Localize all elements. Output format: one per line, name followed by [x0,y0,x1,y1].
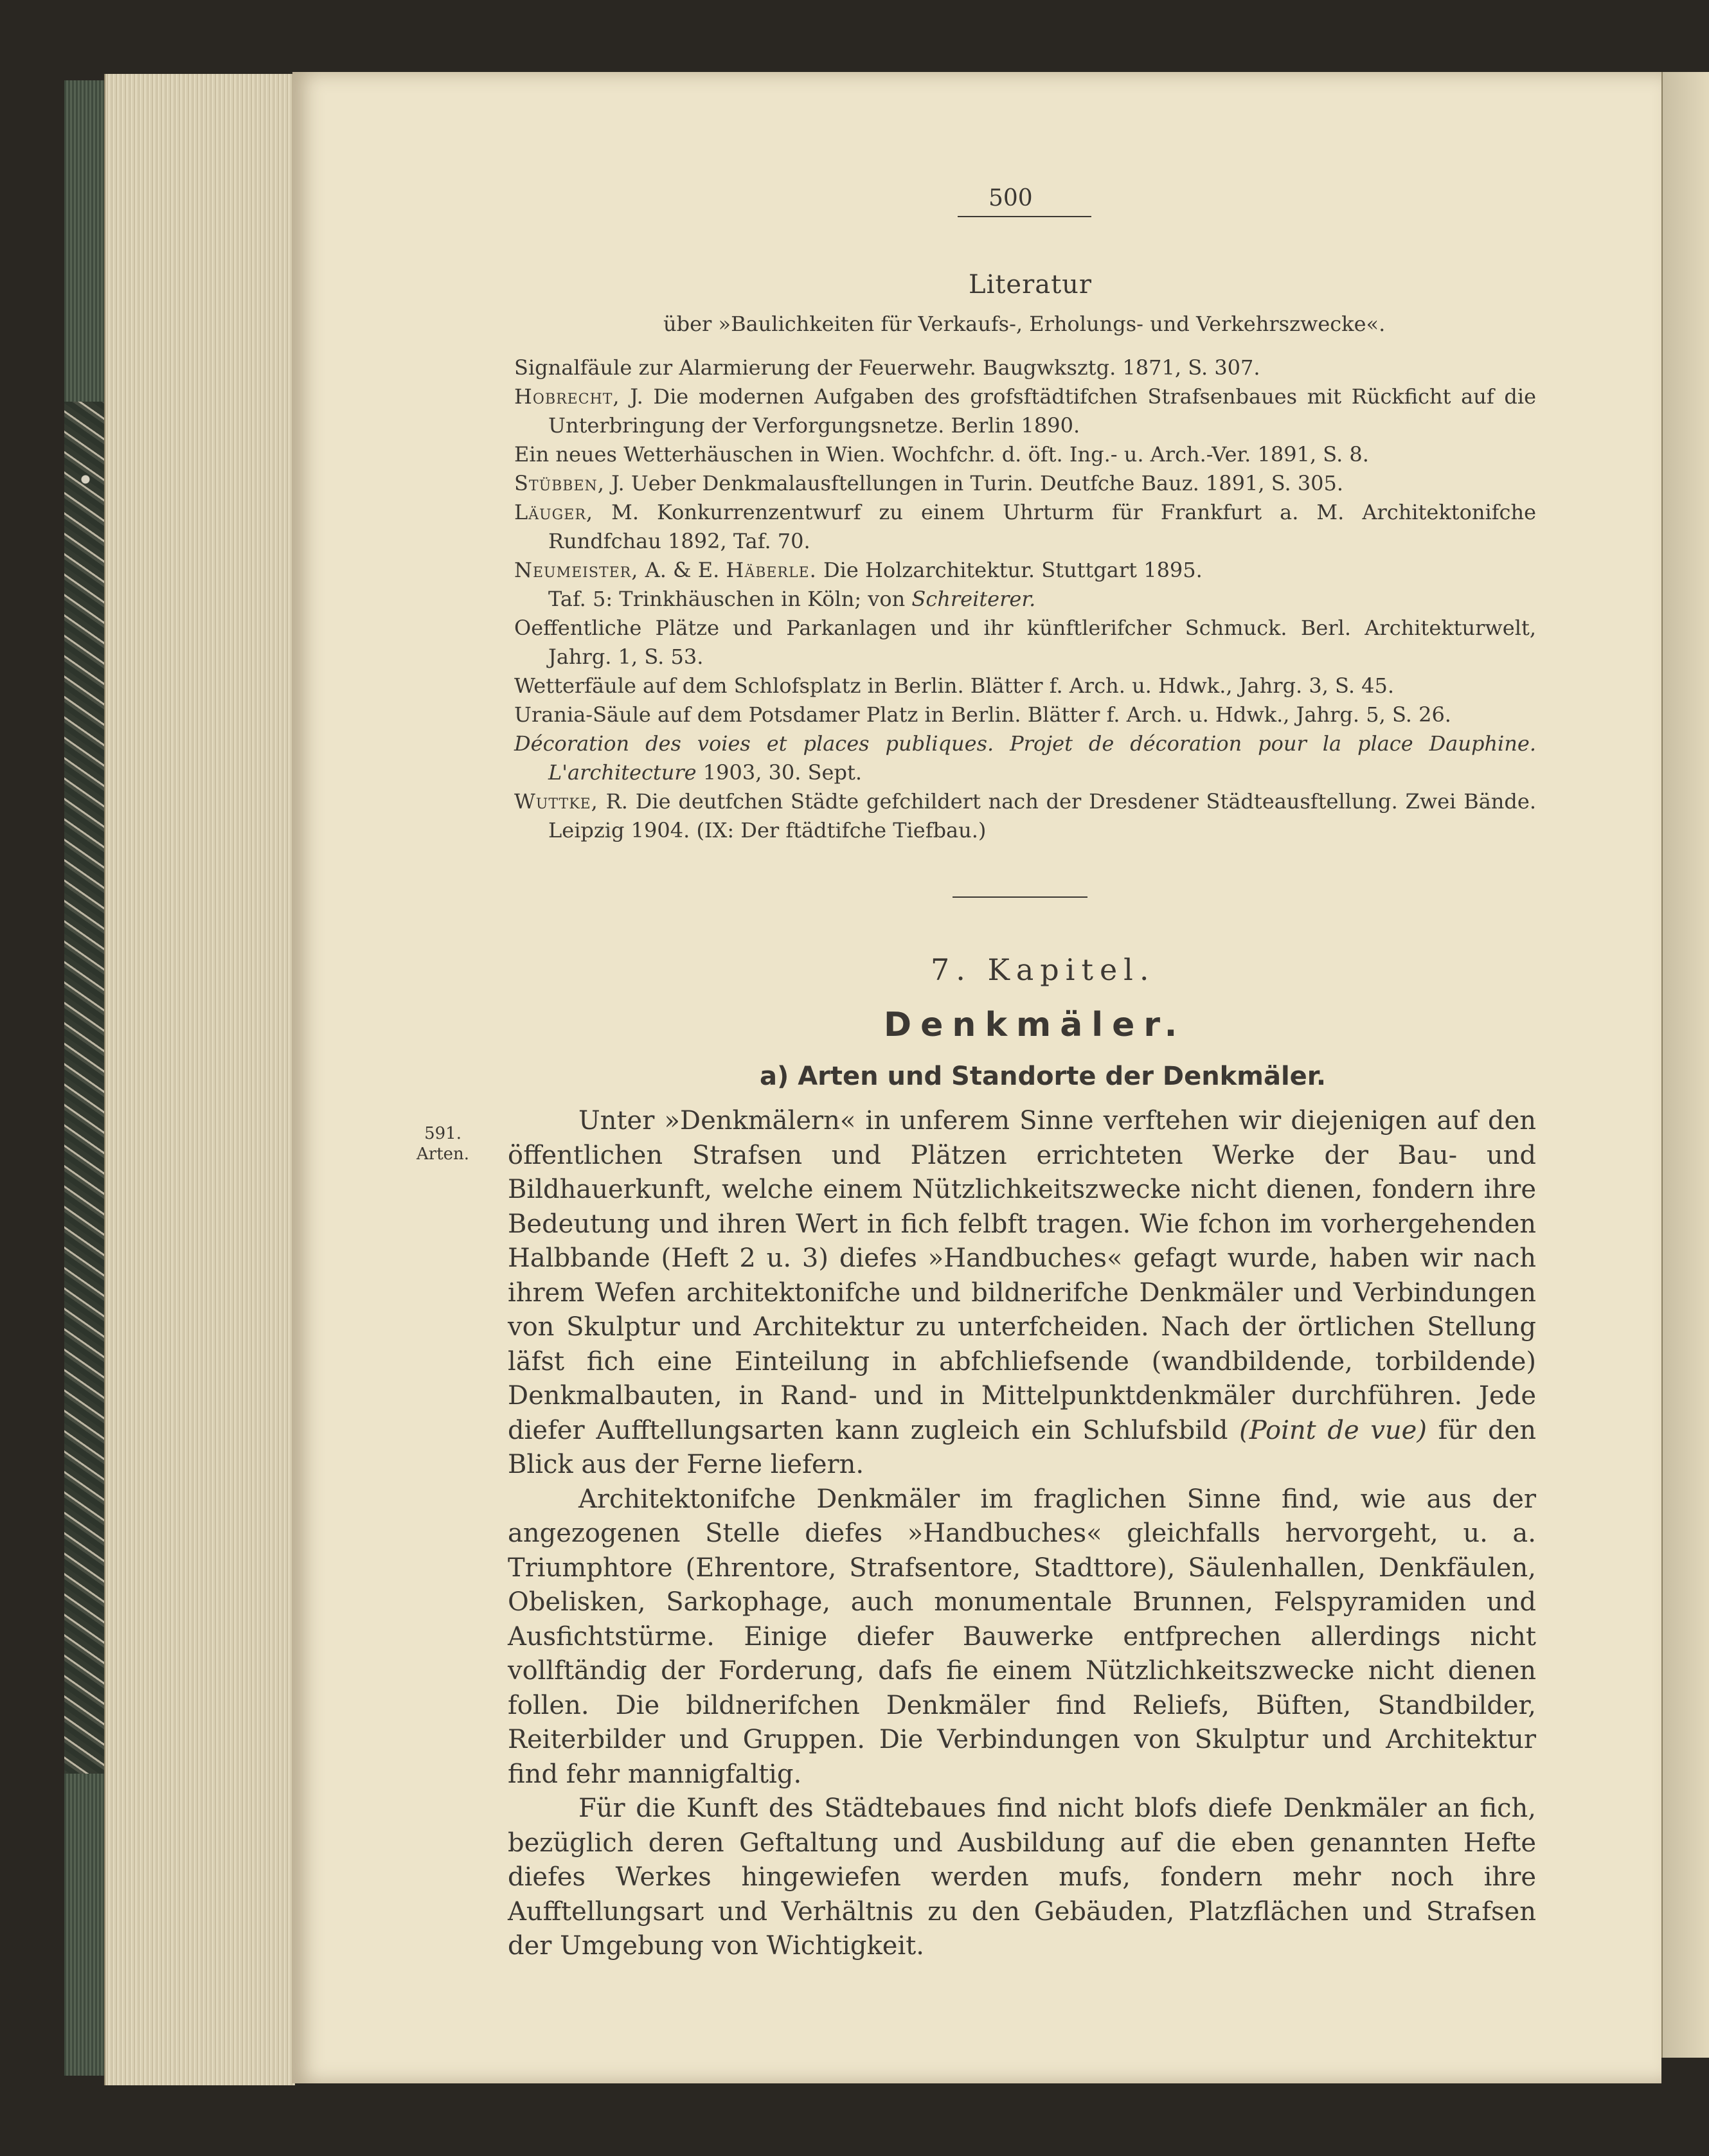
bib-author: Neumeister, [514,558,639,582]
literature-subtitle: über »Baulichkeiten für Verkaufs-, Erholungs- und Verkehrszwecke«. [663,312,1386,336]
bib-author: Hobrecht, [514,384,620,409]
bib-entry: Urania-Säule auf dem Potsdamer Platz in Berlin. Blätter f. Arch. u. Hdwk., Jahrg. 5, S. 26. [514,702,1451,727]
chapter-title: Denkmäler. [884,1006,1186,1044]
bib-entry: Taf. 5: Trinkhäuschen in Köln; von Schreiterer. [548,587,1036,611]
bib-entry: Décoration des voies et places publiques. Projet de décoration pour la place Dauphine. L'architecture 1903, 30. Sept. [514,731,1536,785]
bib-entry: Wuttke, R. Die deutfchen Städte gefchildert nach der Dresdener Städteausftellung. Zwei Bände. Leipzig 1904. (IX: Der ftädtifche Tiefbau.) [514,789,1536,842]
page-edges [104,74,295,2085]
margin-number: 591. [424,1124,461,1143]
bib-author: Häberle. [726,558,817,582]
next-page-edge [1661,72,1709,2058]
bib-author: Läuger, [514,500,594,524]
margin-note [416,1123,469,1164]
bib-entry: Ein neues Wetterhäuschen in Wien. Wochfchr. d. öft. Ing.- u. Arch.-Ver. 1891, S. 8. [514,442,1369,467]
bib-entry: Läuger, M. Konkurrenzentwurf zu einem Uhrturm für Frankfurt a. M. Architektonifche Rundfchau 1892, Taf. 70. [514,500,1536,553]
chapter-number: 7. Kapitel. [931,952,1156,987]
literature-title: Literatur [969,270,1093,299]
bib-entry: Neumeister, A. & E. Häberle. Die Holzarchitektur. Stuttgart 1895. [514,558,1203,582]
bib-author: Stübben, [514,471,605,495]
paragraph: Für die Kunft des Städtebaues find nicht blofs diefe Denkmäler an fich, bezüglich deren Geftaltung und Ausbildung auf die eben genannten Hefte diefes Werkes hingewiefen werden mufs, fondern mehr noch ihre Aufftellungsart und Verhältnis zu den Gebäuden, Platzflächen und Strafsen der Umgebung von Wichtigkeit. [508,1794,1536,1961]
paragraph: Unter »Denkmälern« in unferem Sinne verftehen wir diejenigen auf den öffentlichen Strafsen und Plätzen errichteten Werke der Bau- und Bildhauerkunft, welche einem Nützlichkeitszwecke nicht dienen, fondern ihre Bedeutung und ihren Wert in fich felbft tragen. Wie fchon im vorhergehenden Halbbande (Heft 2 u. 3) diefes »Handbuches« gefagt wurde, haben wir nach ihrem Wefen architektonifche und bildnerifche Denkmäler und Verbindungen von Skulptur und Architektur zu unterfcheiden. Nach der örtlichen Stellung läfst fich eine Einteilung in abfchliefsende (wandbildende, torbildende) Denkmalbauten, in Rand- und in Mittelpunktdenkmäler durchführen. Jede diefer Aufftellungsarten kann zugleich ein Schlufsbild (Point de vue) für den Blick aus der Ferne liefern. [508,1106,1536,1479]
page-number-rule [958,216,1091,217]
paragraph: Architektonifche Denkmäler im fraglichen Sinne find, wie aus der angezogenen Stelle diefes »Handbuches« gleichfalls hervorgeht, u. a. Triumphtore (Ehrentore, Strafsentore, Stadttore), Säulenhallen, Denkfäulen, Obelisken, Sarkophage, auch monumentale Brunnen, Felspyramiden und Ausfichtstürme. Einige diefer Bauwerke entfprechen allerdings nicht vollftändig der Forderung, dafs fie einem Nützlichkeitszwecke nicht dienen follen. Die bildnerifchen Denkmäler find Reliefs, Büften, Standbilder, Reiterbilder und Gruppen. Die Verbindungen von Skulptur und Architektur find fehr mannigfaltig. [508,1484,1536,1789]
bib-author: Wuttke, [514,789,598,814]
bib-entry: Stübben, J. Ueber Denkmalausftellungen in Turin. Deutfche Bauz. 1891, S. 305. [514,471,1344,495]
bib-entry: Oeffentliche Plätze und Parkanlagen und ihr künftlerifcher Schmuck. Berl. Architekturwelt, Jahrg. 1, S. 53. [514,616,1536,669]
body-text [508,1104,1536,1964]
margin-label: Arten. [416,1145,470,1164]
page-number: 500 [989,185,1033,211]
section-heading: a) Arten und Standorte der Denkmäler. [760,1062,1327,1091]
bibliography [514,353,1536,845]
bib-entry: Signalfäule zur Alarmierung der Feuerwehr. Baugwksztg. 1871, S. 307. [514,355,1260,380]
bib-entry: Hobrecht, J. Die modernen Aufgaben des grofsftädtifchen Strafsenbaues mit Rückficht auf die Unterbringung der Verforgungsnetze. Berlin 1890. [514,384,1536,438]
section-separator [953,896,1087,898]
bib-entry: Wetterfäule auf dem Schlofsplatz in Berlin. Blätter f. Arch. u. Hdwk., Jahrg. 3, S. 45. [514,673,1395,698]
